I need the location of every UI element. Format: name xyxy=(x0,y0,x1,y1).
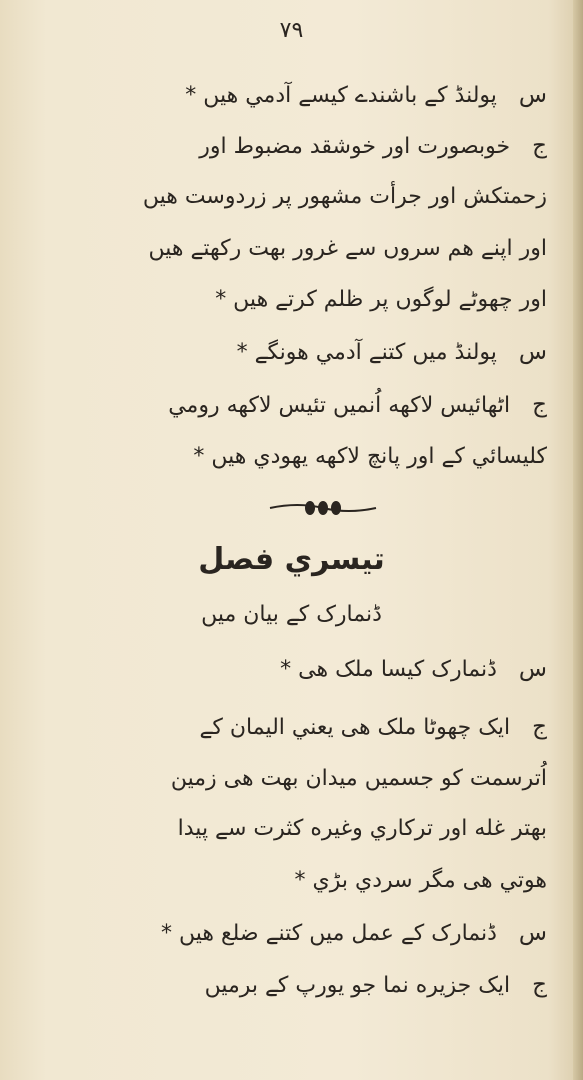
question-marker: س xyxy=(518,920,547,946)
line-text: ڈنمارک کے عمل ميں کتنے ضلع هيں * xyxy=(160,921,497,946)
line-text: ڈنمارک کيسا ملک هی * xyxy=(280,657,497,682)
text-line xyxy=(30,234,547,264)
question-marker: س xyxy=(518,656,547,682)
answer-marker: ج xyxy=(532,392,547,418)
line-text: اور چهوٹے لوگوں پر ظلم کرتے هيں * xyxy=(215,287,547,312)
text-line xyxy=(30,131,547,162)
answer-marker: ج xyxy=(532,133,547,159)
line-text: اٹهائيس لاکهه اُنميں تئيس لاکهه رومي xyxy=(168,393,511,418)
text-line xyxy=(30,654,547,685)
text-line xyxy=(30,712,547,743)
line-text: اُترسمت کو جسميں ميدان بهت هی زمين xyxy=(170,766,547,791)
line-text: ايک چهوٹا ملک هی يعني اليمان کے xyxy=(199,715,511,740)
text-line xyxy=(30,182,547,212)
text-line xyxy=(30,866,547,896)
text-line xyxy=(30,442,547,472)
text-line xyxy=(30,337,547,368)
line-text: ايک جزيره نما جو يورپ کے برميں xyxy=(204,973,511,998)
line-text: پولنڈ کے باشندے کیسے آدمي هيں * xyxy=(185,83,497,108)
text-line xyxy=(30,814,547,844)
answer-marker: ج xyxy=(532,972,547,998)
line-text: خوبصورت اور خوشقد مضبوط اور xyxy=(199,134,511,159)
text-line xyxy=(30,764,547,794)
text-line xyxy=(30,918,547,949)
question-marker: س xyxy=(518,339,547,365)
line-text: هوتي هی مگر سردي بڑي * xyxy=(294,868,547,893)
chapter-subtitle: ڈنمارک کے بيان ميں xyxy=(201,602,382,627)
line-text: اور اپنے هم سروں سے غرور بهت رکهتے هيں xyxy=(148,236,547,261)
answer-marker: ج xyxy=(532,714,547,740)
page-number: ۷۹ xyxy=(279,18,304,43)
chapter-title: تيسري فصل xyxy=(198,542,385,577)
line-text: کليسائي کے اور پانچ لاکهه يهودي هيں * xyxy=(193,444,547,469)
line-text: بهتر غله اور ترکاري وغيره کثرت سے پيدا xyxy=(177,816,547,841)
text-line xyxy=(30,80,547,111)
question-marker: س xyxy=(518,82,547,108)
text-line xyxy=(30,970,547,1001)
line-text: پولنڈ ميں کتنے آدمي هونگے * xyxy=(236,340,497,365)
text-line xyxy=(30,390,547,421)
line-text: زحمتکش اور جرأت مشهور پر زردوست هيں xyxy=(142,184,547,209)
ornament-divider xyxy=(268,497,378,519)
text-line xyxy=(30,285,547,315)
